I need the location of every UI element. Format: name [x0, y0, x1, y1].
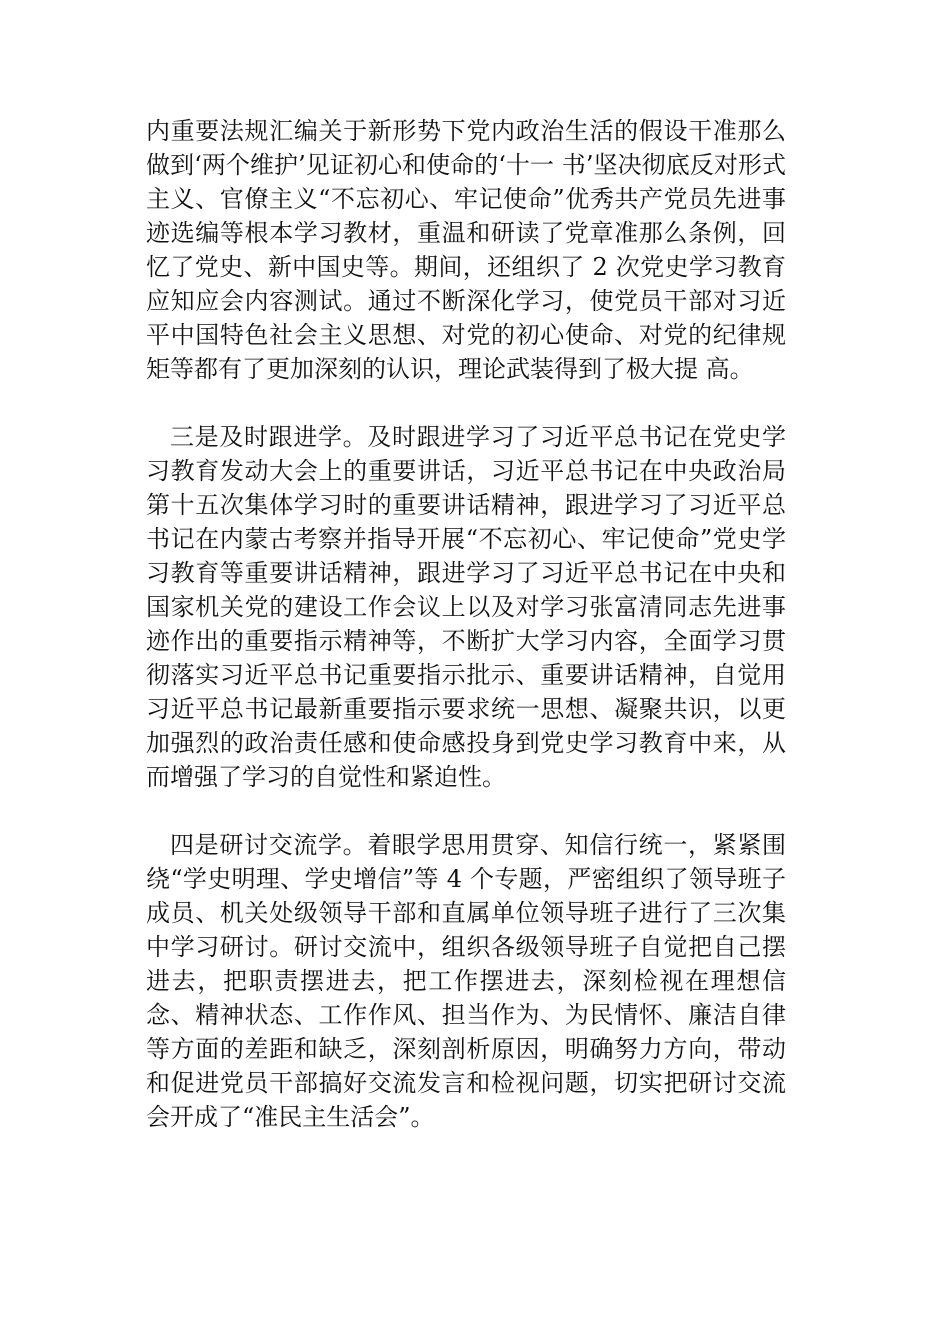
paragraph-3: 四是研讨交流学。着眼学思用贯穿、知信行统一，紧紧围绕“学史明理、学史增信”等 4 个专题，严密组织了领导班子成员、机关处级领导干部和直属单位领导班子进行了三次集中学习研讨。研讨交流中，组织各级领导班子自觉把自己摆进去，把职责摆进去，把工作摆进去，深刻检视在理想信念、精神状态、工作作风、担当作为、为民情怀、廉洁自律等方面的差距和缺乏，深刻剖析原因，明确努力方向，带动和促进党员干部搞好交流发言和检视问题，切实把研讨交流会开成了“准民主生活会”。: [146, 831, 786, 1131]
paragraph-1: 内重要法规汇编关于新形势下党内政治生活的假设干准那么做到‘两个维护’见证初心和使命的‘十一 书’坚决彻底反对形式主义、官僚主义“不忘初心、牢记使命”优秀共产党员先进事迹选编等根本学习教材，重温和研读了党章准那么条例，回忆了党史、新中国史等。期间，还组织了 2 次党史学习教育应知应会内容测试。通过不断深化学习，使党员干部对习近平中国特色社会主义思想、对党的初心使命、对党的纪律规矩等都有了更加深刻的认识，理论武装得到了极大提 高。: [146, 117, 786, 383]
paragraph-2: 三是及时跟进学。及时跟进学习了习近平总书记在党史学习教育发动大会上的重要讲话，习近平总书记在中央政治局第十五次集体学习时的重要讲话精神，跟进学习了习近平总书记在内蒙古考察并指导开展“不忘初心、牢记使命”党史学习教育等重要讲话精神，跟进学习了习近平总书记在中央和国家机关党的建设工作会议上以及对学习张富清同志先进事迹作出的重要指示精神等，不断扩大学习内容，全面学习贯彻落实习近平总书记重要指示批示、重要讲话精神，自觉用习近平总书记最新重要指示要求统一思想、凝聚共识，以更加强烈的政治责任感和使命感投身到党史学习教育中来，从而增强了学习的自觉性和紧迫性。: [146, 423, 786, 791]
document-body: [146, 114, 786, 1134]
